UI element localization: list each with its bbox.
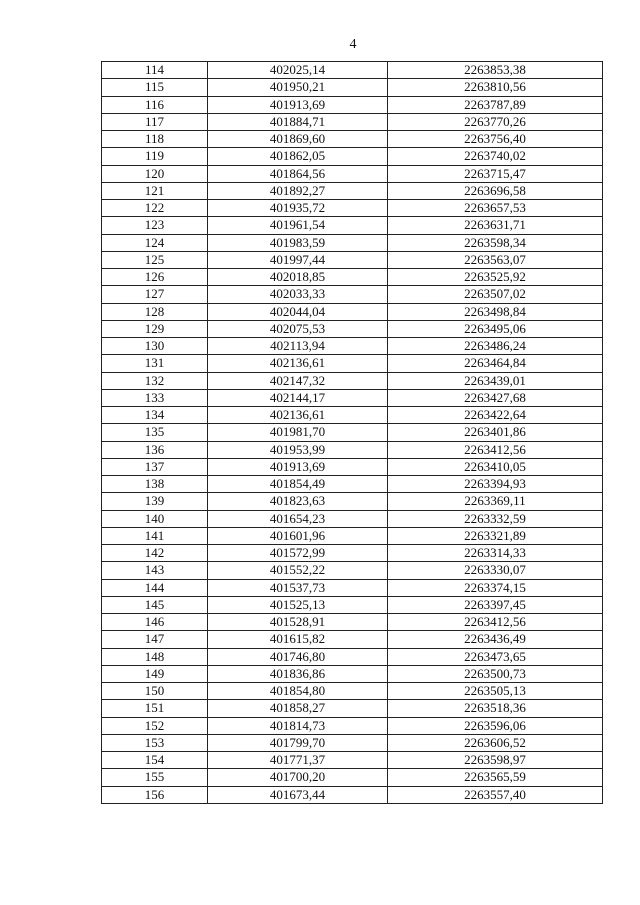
x-coordinate-cell: 401961,54 [208,217,388,234]
table-row [102,165,603,182]
point-number-cell: 151 [102,700,208,717]
y-coordinate-cell: 2263410,05 [388,458,603,475]
point-number-cell: 156 [102,786,208,803]
point-number-cell: 115 [102,79,208,96]
y-coordinate-cell: 2263525,92 [388,269,603,286]
table-row [102,303,603,320]
table-row [102,665,603,682]
table-row [102,389,603,406]
x-coordinate-cell: 401858,27 [208,700,388,717]
x-coordinate-cell: 401997,44 [208,251,388,268]
table-row [102,320,603,337]
x-coordinate-cell: 401537,73 [208,579,388,596]
y-coordinate-cell: 2263486,24 [388,338,603,355]
x-coordinate-cell: 401814,73 [208,717,388,734]
y-coordinate-cell: 2263495,06 [388,320,603,337]
y-coordinate-cell: 2263715,47 [388,165,603,182]
x-coordinate-cell: 401601,96 [208,527,388,544]
table-row [102,96,603,113]
y-coordinate-cell: 2263507,02 [388,286,603,303]
x-coordinate-cell: 402147,32 [208,372,388,389]
y-coordinate-cell: 2263598,34 [388,234,603,251]
point-number-cell: 131 [102,355,208,372]
point-number-cell: 122 [102,200,208,217]
point-number-cell: 120 [102,165,208,182]
y-coordinate-cell: 2263565,59 [388,769,603,786]
x-coordinate-cell: 401862,05 [208,148,388,165]
y-coordinate-cell: 2263770,26 [388,113,603,130]
x-coordinate-cell: 401836,86 [208,665,388,682]
point-number-cell: 117 [102,113,208,130]
x-coordinate-cell: 402136,61 [208,407,388,424]
table-row [102,286,603,303]
y-coordinate-cell: 2263505,13 [388,683,603,700]
point-number-cell: 133 [102,389,208,406]
point-number-cell: 144 [102,579,208,596]
point-number-cell: 121 [102,182,208,199]
x-coordinate-cell: 401953,99 [208,441,388,458]
x-coordinate-cell: 401892,27 [208,182,388,199]
x-coordinate-cell: 402075,53 [208,320,388,337]
y-coordinate-cell: 2263374,15 [388,579,603,596]
x-coordinate-cell: 401746,80 [208,648,388,665]
x-coordinate-cell: 401552,22 [208,562,388,579]
point-number-cell: 129 [102,320,208,337]
y-coordinate-cell: 2263756,40 [388,131,603,148]
point-number-cell: 114 [102,62,208,79]
y-coordinate-cell: 2263596,06 [388,717,603,734]
point-number-cell: 118 [102,131,208,148]
y-coordinate-cell: 2263321,89 [388,527,603,544]
point-number-cell: 125 [102,251,208,268]
x-coordinate-cell: 401913,69 [208,458,388,475]
y-coordinate-cell: 2263464,84 [388,355,603,372]
point-number-cell: 153 [102,734,208,751]
table-row [102,596,603,613]
x-coordinate-cell: 401983,59 [208,234,388,251]
table-row [102,683,603,700]
y-coordinate-cell: 2263787,89 [388,96,603,113]
point-number-cell: 126 [102,269,208,286]
x-coordinate-cell: 401799,70 [208,734,388,751]
point-number-cell: 146 [102,614,208,631]
table-row [102,148,603,165]
x-coordinate-cell: 401823,63 [208,493,388,510]
y-coordinate-cell: 2263422,64 [388,407,603,424]
point-number-cell: 123 [102,217,208,234]
table-row [102,769,603,786]
table-row [102,79,603,96]
point-number-cell: 135 [102,424,208,441]
point-number-cell: 128 [102,303,208,320]
y-coordinate-cell: 2263427,68 [388,389,603,406]
y-coordinate-cell: 2263401,86 [388,424,603,441]
x-coordinate-cell: 401572,99 [208,545,388,562]
table-row [102,648,603,665]
table-row [102,631,603,648]
y-coordinate-cell: 2263473,65 [388,648,603,665]
y-coordinate-cell: 2263606,52 [388,734,603,751]
table-row [102,234,603,251]
table-row [102,458,603,475]
x-coordinate-cell: 401884,71 [208,113,388,130]
y-coordinate-cell: 2263394,93 [388,476,603,493]
point-number-cell: 139 [102,493,208,510]
y-coordinate-cell: 2263412,56 [388,614,603,631]
y-coordinate-cell: 2263436,49 [388,631,603,648]
x-coordinate-cell: 402018,85 [208,269,388,286]
point-number-cell: 148 [102,648,208,665]
y-coordinate-cell: 2263330,07 [388,562,603,579]
x-coordinate-cell: 402144,17 [208,389,388,406]
table-row [102,700,603,717]
point-number-cell: 143 [102,562,208,579]
y-coordinate-cell: 2263631,71 [388,217,603,234]
y-coordinate-cell: 2263563,07 [388,251,603,268]
point-number-cell: 147 [102,631,208,648]
point-number-cell: 150 [102,683,208,700]
y-coordinate-cell: 2263369,11 [388,493,603,510]
coordinates-table-body [102,62,603,804]
y-coordinate-cell: 2263500,73 [388,665,603,682]
x-coordinate-cell: 401615,82 [208,631,388,648]
table-row [102,338,603,355]
x-coordinate-cell: 402033,33 [208,286,388,303]
x-coordinate-cell: 401525,13 [208,596,388,613]
table-row [102,545,603,562]
y-coordinate-cell: 2263598,97 [388,752,603,769]
table-row [102,786,603,803]
table-row [102,752,603,769]
table-row [102,251,603,268]
point-number-cell: 138 [102,476,208,493]
y-coordinate-cell: 2263853,38 [388,62,603,79]
table-row [102,407,603,424]
x-coordinate-cell: 401700,20 [208,769,388,786]
point-number-cell: 124 [102,234,208,251]
point-number-cell: 149 [102,665,208,682]
y-coordinate-cell: 2263657,53 [388,200,603,217]
y-coordinate-cell: 2263498,84 [388,303,603,320]
table-row [102,424,603,441]
point-number-cell: 145 [102,596,208,613]
table-row [102,182,603,199]
point-number-cell: 136 [102,441,208,458]
y-coordinate-cell: 2263696,58 [388,182,603,199]
x-coordinate-cell: 401654,23 [208,510,388,527]
x-coordinate-cell: 401771,37 [208,752,388,769]
y-coordinate-cell: 2263412,56 [388,441,603,458]
x-coordinate-cell: 401935,72 [208,200,388,217]
table-row [102,62,603,79]
page-number: 4 [349,37,357,52]
point-number-cell: 154 [102,752,208,769]
table-row [102,579,603,596]
point-number-cell: 119 [102,148,208,165]
table-row [102,217,603,234]
x-coordinate-cell: 401981,70 [208,424,388,441]
table-row [102,614,603,631]
x-coordinate-cell: 402025,14 [208,62,388,79]
y-coordinate-cell: 2263740,02 [388,148,603,165]
x-coordinate-cell: 401950,21 [208,79,388,96]
y-coordinate-cell: 2263314,33 [388,545,603,562]
point-number-cell: 141 [102,527,208,544]
table-row [102,441,603,458]
table-row [102,372,603,389]
point-number-cell: 130 [102,338,208,355]
x-coordinate-cell: 401854,80 [208,683,388,700]
y-coordinate-cell: 2263557,40 [388,786,603,803]
table-row [102,269,603,286]
point-number-cell: 134 [102,407,208,424]
table-row [102,200,603,217]
table-row [102,131,603,148]
y-coordinate-cell: 2263518,36 [388,700,603,717]
table-row [102,527,603,544]
table-row [102,476,603,493]
point-number-cell: 132 [102,372,208,389]
x-coordinate-cell: 402113,94 [208,338,388,355]
table-row [102,734,603,751]
table-row [102,717,603,734]
x-coordinate-cell: 401673,44 [208,786,388,803]
coordinates-table [101,61,603,804]
point-number-cell: 142 [102,545,208,562]
point-number-cell: 152 [102,717,208,734]
x-coordinate-cell: 401913,69 [208,96,388,113]
point-number-cell: 127 [102,286,208,303]
y-coordinate-cell: 2263332,59 [388,510,603,527]
y-coordinate-cell: 2263810,56 [388,79,603,96]
point-number-cell: 116 [102,96,208,113]
x-coordinate-cell: 402136,61 [208,355,388,372]
y-coordinate-cell: 2263439,01 [388,372,603,389]
point-number-cell: 140 [102,510,208,527]
x-coordinate-cell: 402044,04 [208,303,388,320]
point-number-cell: 137 [102,458,208,475]
table-row [102,355,603,372]
y-coordinate-cell: 2263397,45 [388,596,603,613]
x-coordinate-cell: 401864,56 [208,165,388,182]
x-coordinate-cell: 401854,49 [208,476,388,493]
x-coordinate-cell: 401528,91 [208,614,388,631]
point-number-cell: 155 [102,769,208,786]
x-coordinate-cell: 401869,60 [208,131,388,148]
table-row [102,493,603,510]
table-row [102,510,603,527]
table-row [102,562,603,579]
table-row [102,113,603,130]
